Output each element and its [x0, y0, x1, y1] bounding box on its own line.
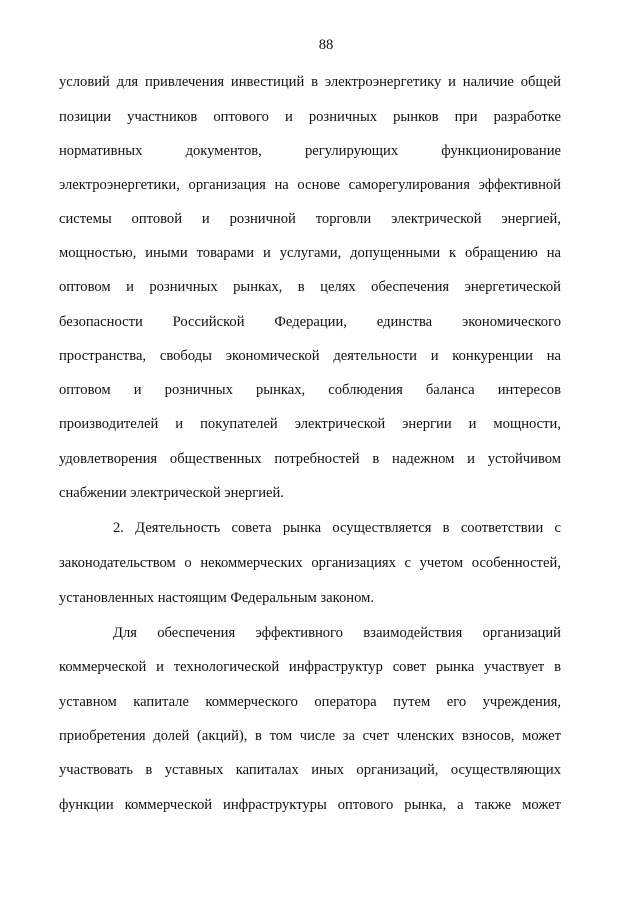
text-line: установленных настоящим Федеральным законом.	[59, 590, 375, 606]
text-line: законодательством о некоммерческих организациях с учетом особенностей,	[59, 555, 561, 571]
text-line: условий для привлечения инвестиций в электроэнергетику и наличие общей	[59, 74, 561, 90]
text-line: нормативных документов, регулирующих функционирование	[59, 143, 561, 159]
text-line: безопасности Российской Федерации, единства экономического	[59, 314, 561, 330]
text-line: участвовать в уставных капиталах иных организаций, осуществляющих	[59, 762, 561, 778]
text-line: электроэнергетики, организация на основе саморегулирования эффективной	[59, 177, 561, 193]
text-line: позиции участников оптового и розничных рынков при разработке	[59, 109, 561, 125]
text-line: коммерческой и технологической инфраструктур совет рынка участвует в	[59, 659, 561, 675]
text-line: приобретения долей (акций), в том числе за счет членских взносов, может	[59, 728, 561, 744]
text-line: оптовом и розничных рынках, в целях обеспечения энергетической	[59, 279, 561, 295]
text-line: системы оптовой и розничной торговли электрической энергией,	[59, 211, 561, 227]
page-number: 88	[318, 37, 334, 53]
text-line: 2. Деятельность совета рынка осуществляется в соответствии с	[113, 520, 561, 536]
text-line: снабжении электрической энергией.	[59, 485, 284, 501]
text-line: оптовом и розничных рынках, соблюдения баланса интересов	[59, 382, 561, 398]
text-line: пространства, свободы экономической деятельности и конкуренции на	[59, 348, 561, 364]
text-line: мощностью, иными товарами и услугами, допущенными к обращению на	[59, 245, 561, 261]
text-line: функции коммерческой инфраструктуры оптового рынка, а также может	[59, 797, 561, 813]
text-line: уставном капитале коммерческого оператора путем его учреждения,	[59, 694, 561, 710]
text-line: производителей и покупателей электрической энергии и мощности,	[59, 416, 561, 432]
text-line: Для обеспечения эффективного взаимодействия организаций	[113, 625, 561, 641]
text-line: удовлетворения общественных потребностей в надежном и устойчивом	[59, 451, 561, 467]
